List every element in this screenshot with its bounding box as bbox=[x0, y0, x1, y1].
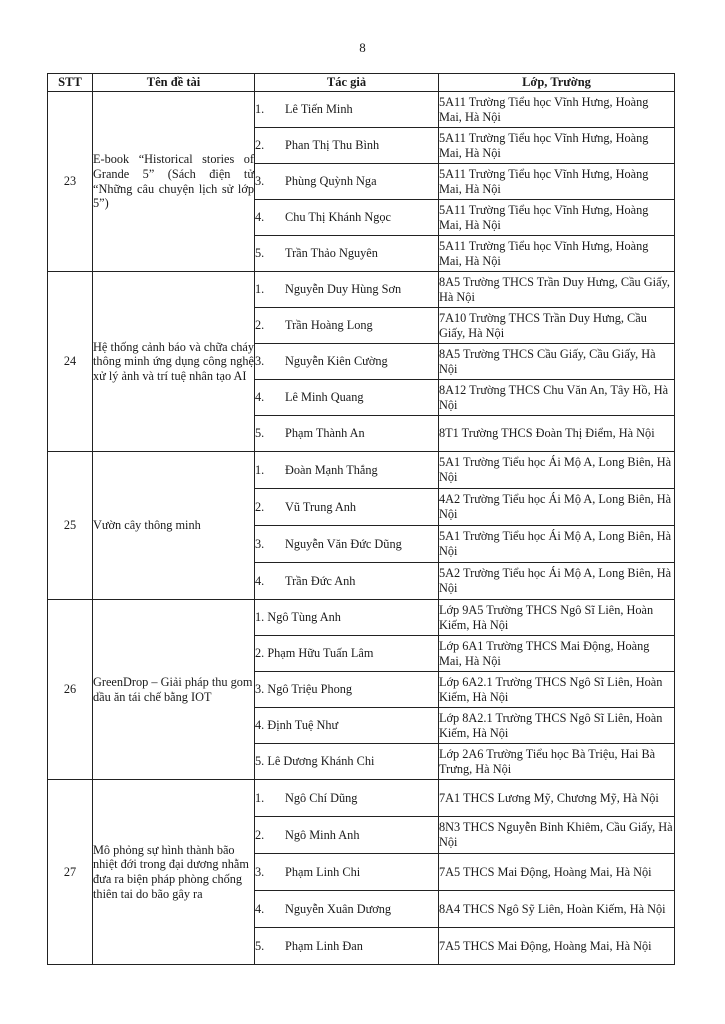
author-number: 3. bbox=[255, 354, 265, 369]
school-cell: 5A11 Trường Tiểu học Vĩnh Hưng, Hoàng Mai, Hà Nội bbox=[439, 128, 675, 164]
stt-cell: 25 bbox=[48, 452, 93, 600]
author-name: Ngô Minh Anh bbox=[285, 827, 360, 842]
school-cell: Lớp 6A2.1 Trường THCS Ngô Sĩ Liên, Hoàn Kiếm, Hà Nội bbox=[439, 672, 675, 708]
author-number: 2. bbox=[255, 499, 265, 514]
author-name: Trần Hoàng Long bbox=[285, 318, 373, 333]
school-cell: 8T1 Trường THCS Đoàn Thị Điểm, Hà Nội bbox=[439, 416, 675, 452]
author-cell bbox=[255, 817, 439, 854]
page-number: 8 bbox=[359, 40, 366, 55]
school-cell: 4A2 Trường Tiểu học Ái Mộ A, Long Biên, Hà Nội bbox=[439, 489, 675, 526]
award-table bbox=[47, 73, 675, 965]
school-cell: 5A11 Trường Tiểu học Vĩnh Hưng, Hoàng Mai, Hà Nội bbox=[439, 200, 675, 236]
school-cell: 7A5 THCS Mai Động, Hoàng Mai, Hà Nội bbox=[439, 928, 675, 965]
author-cell bbox=[255, 636, 439, 672]
author-cell bbox=[255, 236, 439, 272]
table-row bbox=[48, 780, 675, 817]
school-cell: 8N3 THCS Nguyễn Bỉnh Khiêm, Cầu Giấy, Hà Nội bbox=[439, 817, 675, 854]
author-name: Đoàn Mạnh Thắng bbox=[285, 462, 378, 477]
topic-cell: GreenDrop – Giải pháp thu gom dầu ăn tái chế bằng IOT bbox=[93, 600, 255, 780]
author-name: Chu Thị Khánh Ngọc bbox=[285, 210, 391, 225]
author-name: Định Tuệ Như bbox=[267, 718, 339, 733]
author-cell bbox=[255, 308, 439, 344]
author-cell bbox=[255, 780, 439, 817]
author-number: 1. bbox=[255, 102, 265, 117]
topic-cell: Mô phỏng sự hình thành bão nhiệt đới trong đại dương nhằm đưa ra biện pháp phòng chống thiên tai do bão gây ra bbox=[93, 780, 255, 965]
author-number: 5. bbox=[255, 754, 265, 769]
topic-cell: E-book “Historical stories of Grande 5” (Sách điện tử “Những câu chuyện lịch sử lớp 5”) bbox=[93, 92, 255, 272]
school-cell: Lớp 2A6 Trường Tiểu học Bà Triệu, Hai Bà Trưng, Hà Nội bbox=[439, 744, 675, 780]
author-cell bbox=[255, 708, 439, 744]
author-name: Phạm Hữu Tuấn Lâm bbox=[267, 646, 374, 661]
author-number: 1. bbox=[255, 462, 265, 477]
author-cell bbox=[255, 272, 439, 308]
author-name: Phạm Thành An bbox=[285, 426, 365, 441]
author-number: 2. bbox=[255, 138, 265, 153]
author-name: Lê Dương Khánh Chi bbox=[267, 754, 375, 769]
school-cell: 5A11 Trường Tiểu học Vĩnh Hưng, Hoàng Mai, Hà Nội bbox=[439, 236, 675, 272]
author-number: 5. bbox=[255, 426, 265, 441]
author-cell bbox=[255, 744, 439, 780]
author-name: Phạm Linh Đan bbox=[285, 938, 363, 953]
school-cell: 5A11 Trường Tiểu học Vĩnh Hưng, Hoàng Mai, Hà Nội bbox=[439, 164, 675, 200]
topic-cell: Hệ thống cảnh báo và chữa cháy thông minh ứng dụng công nghệ xử lý ảnh và trí tuệ nhân tạo AI bbox=[93, 272, 255, 452]
author-name: Nguyễn Văn Đức Dũng bbox=[285, 536, 402, 551]
author-number: 1. bbox=[255, 610, 265, 625]
table-header-row bbox=[48, 74, 675, 92]
school-cell: 5A1 Trường Tiểu học Ái Mộ A, Long Biên, Hà Nội bbox=[439, 452, 675, 489]
author-number: 1. bbox=[255, 790, 265, 805]
author-cell bbox=[255, 891, 439, 928]
topic-cell: Vườn cây thông minh bbox=[93, 452, 255, 600]
author-number: 2. bbox=[255, 827, 265, 842]
author-number: 2. bbox=[255, 318, 265, 333]
author-number: 4. bbox=[255, 901, 265, 916]
author-number: 1. bbox=[255, 282, 265, 297]
author-name: Vũ Trung Anh bbox=[285, 499, 357, 514]
author-cell bbox=[255, 672, 439, 708]
author-cell bbox=[255, 164, 439, 200]
header-school: Lớp, Trường bbox=[439, 74, 675, 92]
author-name: Trần Đức Anh bbox=[285, 573, 356, 588]
author-number: 3. bbox=[255, 864, 265, 879]
author-name: Lê Minh Quang bbox=[285, 390, 364, 405]
author-cell bbox=[255, 344, 439, 380]
author-number: 4. bbox=[255, 718, 265, 733]
author-number: 3. bbox=[255, 174, 265, 189]
author-number: 2. bbox=[255, 646, 265, 661]
author-cell bbox=[255, 854, 439, 891]
author-number: 5. bbox=[255, 938, 265, 953]
author-name: Ngô Tùng Anh bbox=[267, 610, 341, 625]
header-author: Tác giả bbox=[255, 74, 439, 92]
table-row bbox=[48, 92, 675, 128]
table-row bbox=[48, 272, 675, 308]
author-cell bbox=[255, 600, 439, 636]
author-name: Phan Thị Thu Bình bbox=[285, 138, 380, 153]
author-cell bbox=[255, 200, 439, 236]
author-number: 4. bbox=[255, 210, 265, 225]
school-cell: 8A5 Trường THCS Trần Duy Hưng, Cầu Giấy, Hà Nội bbox=[439, 272, 675, 308]
author-name: Ngô Triệu Phong bbox=[267, 682, 353, 697]
author-name: Lê Tiến Minh bbox=[285, 102, 353, 117]
school-cell: 8A5 Trường THCS Cầu Giấy, Cầu Giấy, Hà Nội bbox=[439, 344, 675, 380]
stt-cell: 26 bbox=[48, 600, 93, 780]
header-stt: STT bbox=[48, 74, 93, 92]
table-row bbox=[48, 452, 675, 489]
table-row bbox=[48, 600, 675, 636]
author-cell bbox=[255, 563, 439, 600]
stt-cell: 27 bbox=[48, 780, 93, 965]
stt-cell: 23 bbox=[48, 92, 93, 272]
school-cell: 8A12 Trường THCS Chu Văn An, Tây Hồ, Hà Nội bbox=[439, 380, 675, 416]
author-number: 3. bbox=[255, 536, 265, 551]
author-name: Phùng Quỳnh Nga bbox=[285, 174, 377, 189]
author-cell bbox=[255, 416, 439, 452]
school-cell: 7A10 Trường THCS Trần Duy Hưng, Cầu Giấy, Hà Nội bbox=[439, 308, 675, 344]
author-cell bbox=[255, 928, 439, 965]
school-cell: 5A1 Trường Tiểu học Ái Mộ A, Long Biên, Hà Nội bbox=[439, 526, 675, 563]
school-cell: 8A4 THCS Ngô Sỹ Liên, Hoàn Kiếm, Hà Nội bbox=[439, 891, 675, 928]
author-cell bbox=[255, 92, 439, 128]
author-name: Nguyễn Kiên Cường bbox=[285, 354, 388, 369]
author-name: Nguyễn Xuân Dương bbox=[285, 901, 392, 916]
stt-cell: 24 bbox=[48, 272, 93, 452]
author-name: Nguyễn Duy Hùng Sơn bbox=[285, 282, 402, 297]
school-cell: 5A2 Trường Tiểu học Ái Mộ A, Long Biên, Hà Nội bbox=[439, 563, 675, 600]
author-cell bbox=[255, 489, 439, 526]
school-cell: Lớp 6A1 Trường THCS Mai Động, Hoàng Mai, Hà Nội bbox=[439, 636, 675, 672]
author-name: Ngô Chí Dũng bbox=[285, 790, 358, 805]
author-cell bbox=[255, 526, 439, 563]
author-number: 3. bbox=[255, 682, 265, 697]
author-cell bbox=[255, 380, 439, 416]
author-cell bbox=[255, 128, 439, 164]
school-cell: Lớp 9A5 Trường THCS Ngô Sĩ Liên, Hoàn Kiếm, Hà Nội bbox=[439, 600, 675, 636]
author-number: 5. bbox=[255, 246, 265, 261]
school-cell: 5A11 Trường Tiểu học Vĩnh Hưng, Hoàng Mai, Hà Nội bbox=[439, 92, 675, 128]
author-name: Trần Thảo Nguyên bbox=[285, 246, 378, 261]
author-name: Phạm Linh Chi bbox=[285, 864, 361, 879]
author-number: 4. bbox=[255, 390, 265, 405]
school-cell: 7A1 THCS Lương Mỹ, Chương Mỹ, Hà Nội bbox=[439, 780, 675, 817]
school-cell: 7A5 THCS Mai Động, Hoàng Mai, Hà Nội bbox=[439, 854, 675, 891]
author-number: 4. bbox=[255, 573, 265, 588]
school-cell: Lớp 8A2.1 Trường THCS Ngô Sĩ Liên, Hoàn Kiếm, Hà Nội bbox=[439, 708, 675, 744]
author-cell bbox=[255, 452, 439, 489]
header-topic: Tên đề tài bbox=[93, 74, 255, 92]
